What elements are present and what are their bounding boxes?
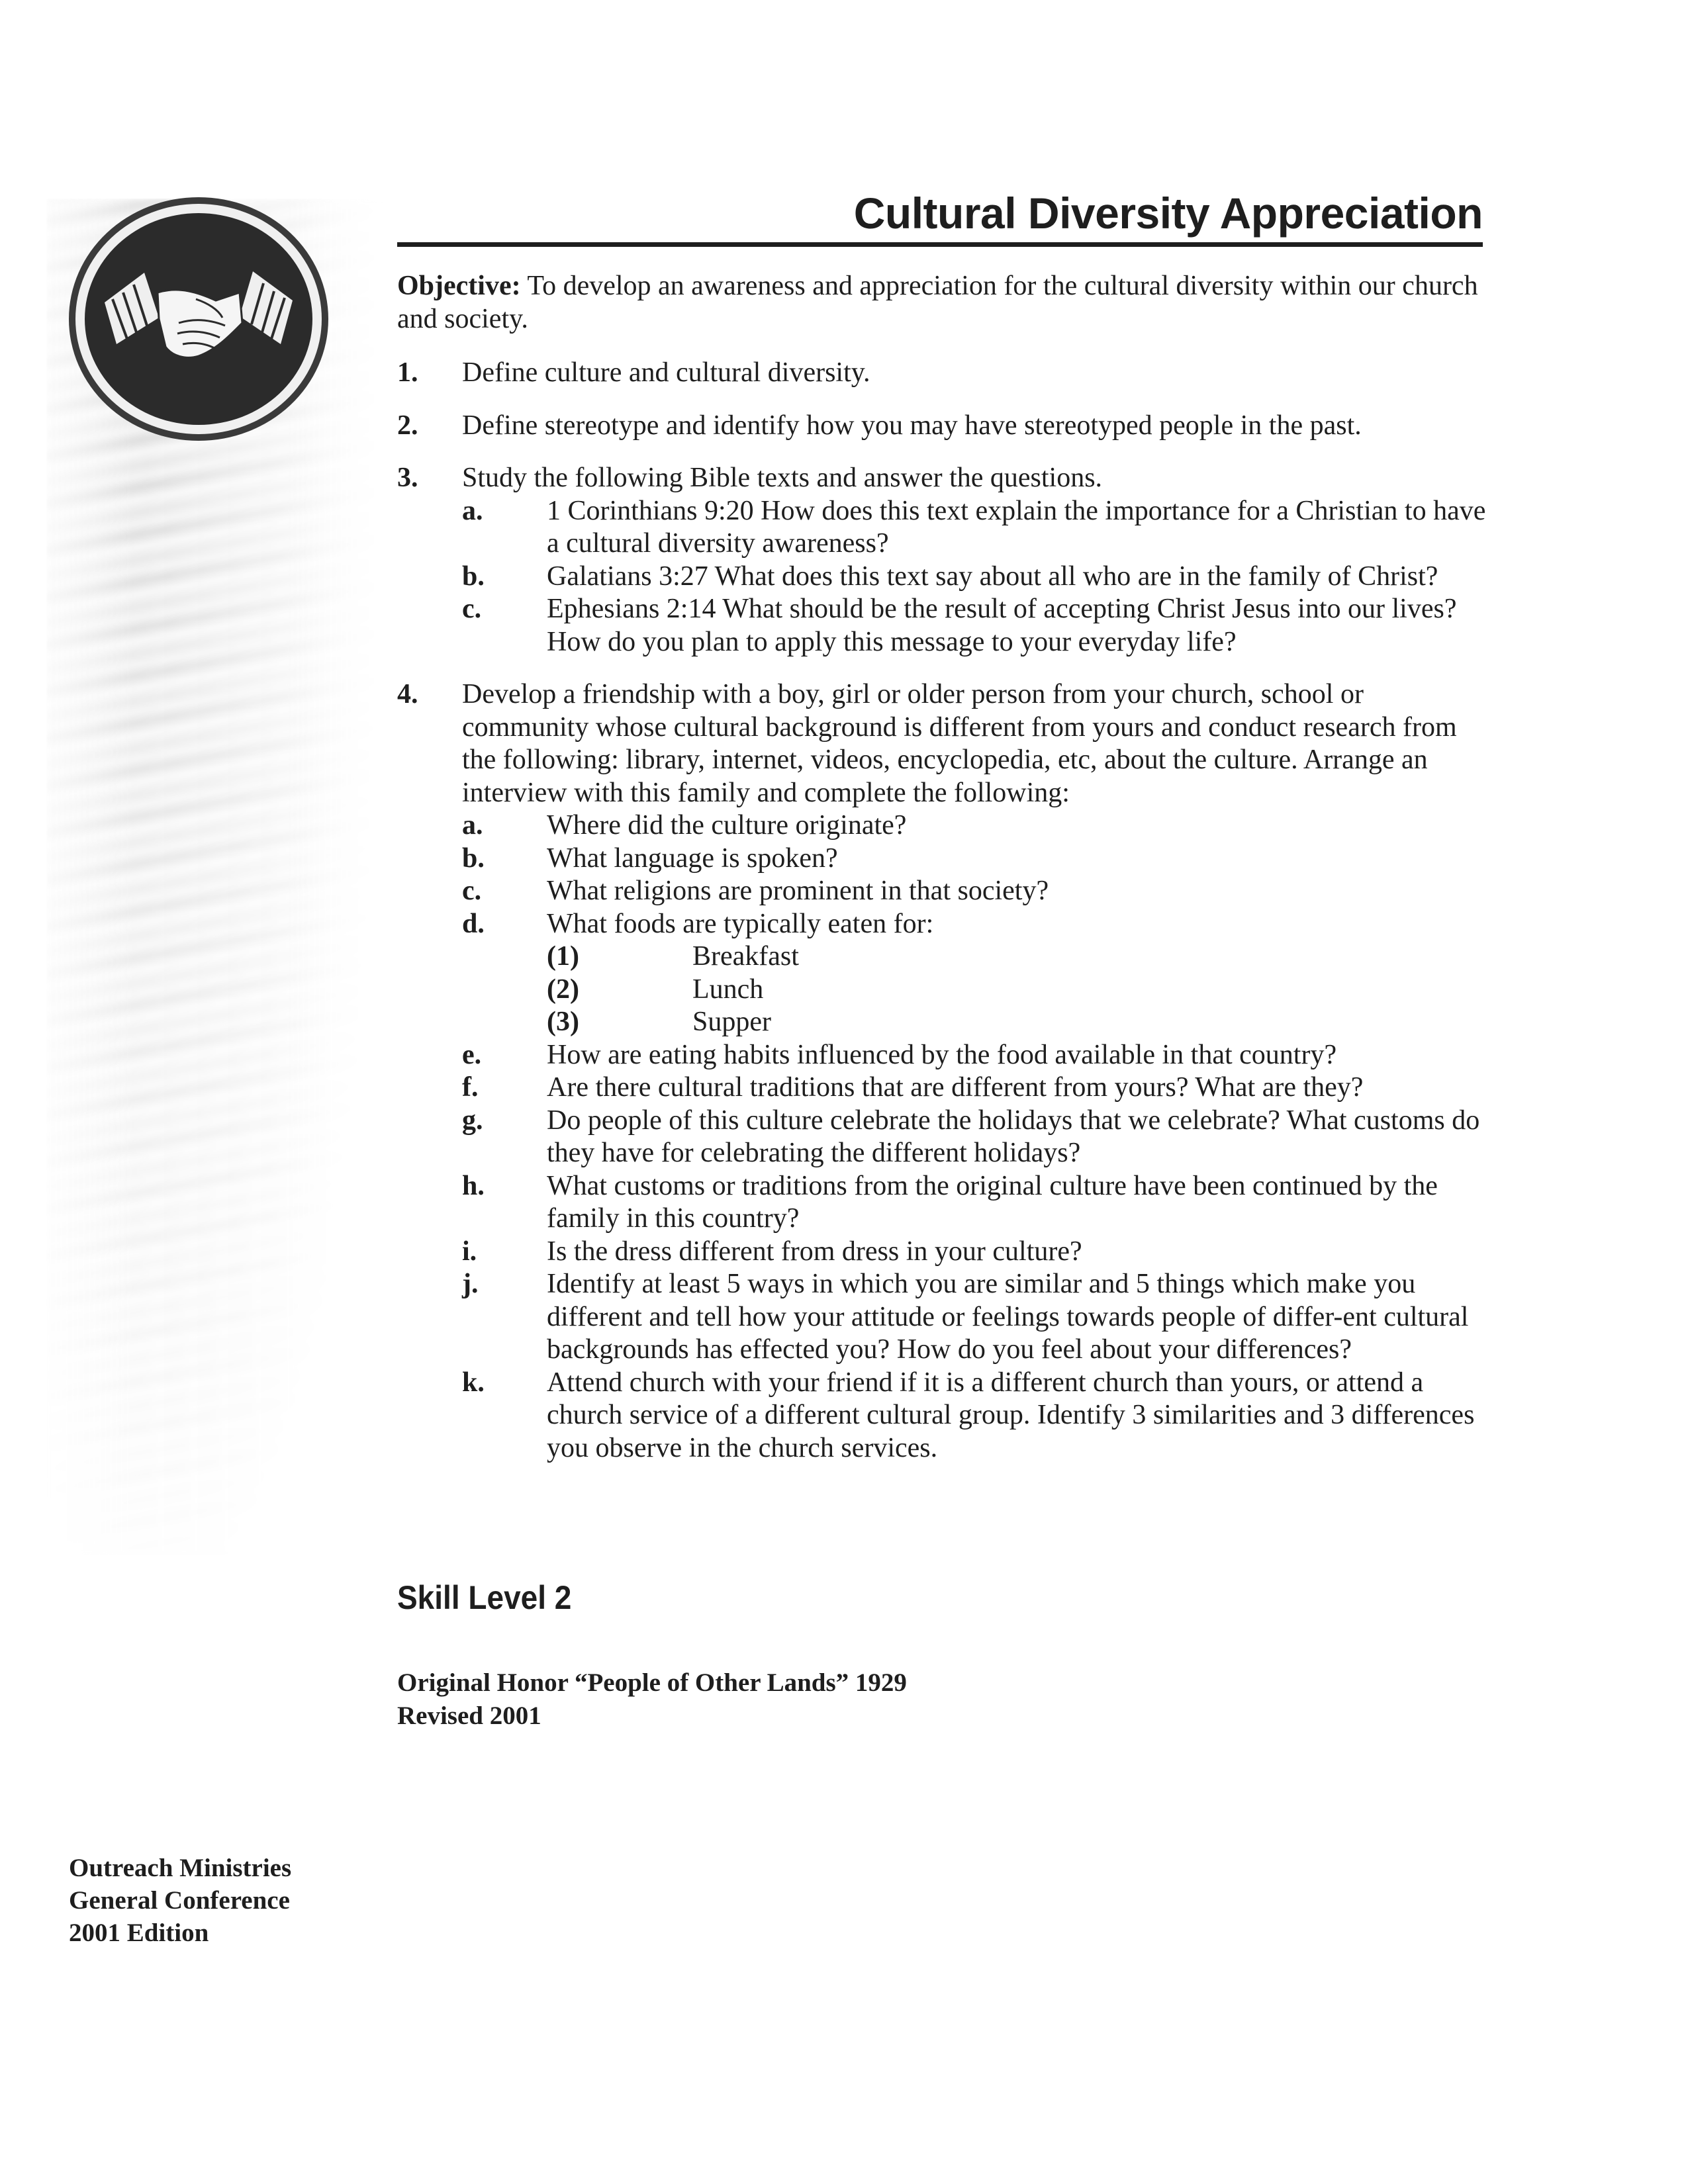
meal-item (547, 974, 933, 1007)
sub-item (462, 593, 1496, 659)
sub-item-letter: b. (462, 842, 485, 874)
sub-item-text: Ephesians 2:14 What should be the result of accepting Christ Jesus into our lives? How do you plan to apply this message to your everyday life? (547, 594, 1457, 657)
sub-item-letter: d. (462, 908, 485, 939)
skill-level: Skill Level 2 (397, 1579, 572, 1616)
requirement-number: 3. (397, 463, 418, 493)
sub-item-letter: c. (462, 876, 482, 906)
requirement-body (462, 678, 1496, 1465)
requirement-number: 4. (397, 679, 418, 709)
meal-item (547, 1006, 933, 1039)
sub-item-text: Attend church with your friend if it is a different church than yours, or attend a church service of a different cultural group. Identify 3 similarities and 3 differences you observe in the church services. (547, 1367, 1475, 1463)
handshake-icon (66, 193, 331, 445)
sub-item (462, 1105, 1496, 1170)
sub-item-text: Galatians 3:27 What does this text say about all who are in the family of Christ? (547, 561, 1438, 592)
sub-item-letter: k. (462, 1367, 485, 1398)
sub-item-letter: a. (462, 810, 483, 841)
footer-line: 2001 Edition (69, 1919, 209, 1947)
revised-year: Revised 2001 (397, 1702, 541, 1730)
honor-credits (397, 1666, 907, 1733)
objective (397, 270, 1496, 336)
sub-item (462, 1170, 1496, 1236)
sub-item-text: What religions are prominent in that society? (547, 876, 1049, 906)
sub-item (462, 842, 1496, 876)
sub-item (462, 495, 1496, 561)
requirement-text: Define stereotype and identify how you may have stereotyped people in the past. (462, 410, 1362, 441)
meal-name: Breakfast (692, 941, 799, 972)
footer-line: Outreach Ministries (69, 1854, 292, 1882)
sub-item-text: Is the dress different from dress in your culture? (547, 1236, 1082, 1267)
honor-badge (66, 193, 331, 445)
meal-name: Lunch (692, 974, 764, 1005)
requirement-3 (397, 462, 1496, 659)
requirement-text: Study the following Bible texts and answer the questions. (462, 463, 1103, 493)
objective-text: To develop an awareness and appreciation for the cultural diversity within our church and society. (397, 271, 1478, 334)
requirement-number: 2. (397, 410, 418, 441)
original-honor: Original Honor “People of Other Lands” 1929 (397, 1668, 907, 1697)
title-underline (397, 242, 1483, 247)
requirement-4 (397, 678, 1496, 1465)
sub-item (462, 1039, 1496, 1072)
sub-item-letter: e. (462, 1039, 482, 1070)
sub-item-letter: f. (462, 1072, 479, 1103)
sub-item-letter: a. (462, 495, 483, 526)
requirement-text: Develop a friendship with a boy, girl or older person from your church, school or community whose cultural background is different from yours and conduct research from the following: library, internet, videos, encyclopedia, etc, about the culture. Arrange an interview with this family and complete the following: (462, 679, 1457, 808)
meal-number: (1) (547, 941, 579, 972)
meal-item (547, 940, 933, 974)
sub-item-text: Where did the culture originate? (547, 810, 907, 841)
sub-item-letter: h. (462, 1170, 485, 1201)
sub-item (462, 875, 1496, 908)
honor-requirements (397, 270, 1496, 1484)
sub-item (462, 908, 1496, 1039)
requirement-number: 1. (397, 357, 418, 388)
footer-line: General Conference (69, 1886, 290, 1915)
sub-item-letter: i. (462, 1236, 477, 1267)
sub-item (462, 809, 1496, 842)
sub-item (462, 561, 1496, 594)
requirement-body (462, 462, 1496, 659)
sub-item-text: Are there cultural traditions that are different from yours? What are they? (547, 1072, 1364, 1103)
sub-item (462, 1236, 1496, 1269)
sub-item-text: What customs or traditions from the original culture have been continued by the family in this country? (547, 1170, 1438, 1234)
publisher-footer (69, 1852, 291, 1949)
sub-item-text: What language is spoken? (547, 842, 838, 874)
sub-item-letter: j. (462, 1269, 479, 1299)
sub-item-body (547, 908, 933, 1039)
sub-item-text: 1 Corinthians 9:20 How does this text explain the importance for a Christian to have a cultural diversity awareness? (547, 495, 1486, 559)
objective-label: Objective: (397, 271, 521, 301)
sub-item-letter: g. (462, 1105, 483, 1136)
sub-item-letter: c. (462, 594, 482, 624)
sub-item (462, 1367, 1496, 1465)
page-title: Cultural Diversity Appreciation (853, 189, 1483, 238)
meal-name: Supper (692, 1007, 771, 1037)
sub-item (462, 1268, 1496, 1367)
sub-item-text: Do people of this culture celebrate the holidays that we celebrate? What customs do they have for celebrating the different holidays? (547, 1105, 1480, 1168)
requirement-text: Define culture and cultural diversity. (462, 357, 870, 388)
sub-item-text: How are eating habits influenced by the food available in that country? (547, 1039, 1337, 1070)
requirement-1 (397, 357, 1496, 390)
meal-number: (2) (547, 974, 579, 1005)
sub-item-text: What foods are typically eaten for: (547, 908, 934, 939)
sub-item-text: Identify at least 5 ways in which you are similar and 5 things which make you different and tell how your attitude or feelings towards people of differ-ent cultural backgrounds has effected you? How do you feel about your differences? (547, 1269, 1469, 1365)
sub-item-letter: b. (462, 561, 485, 592)
sub-item (462, 1071, 1496, 1105)
meal-number: (3) (547, 1007, 579, 1037)
requirement-2 (397, 410, 1496, 443)
